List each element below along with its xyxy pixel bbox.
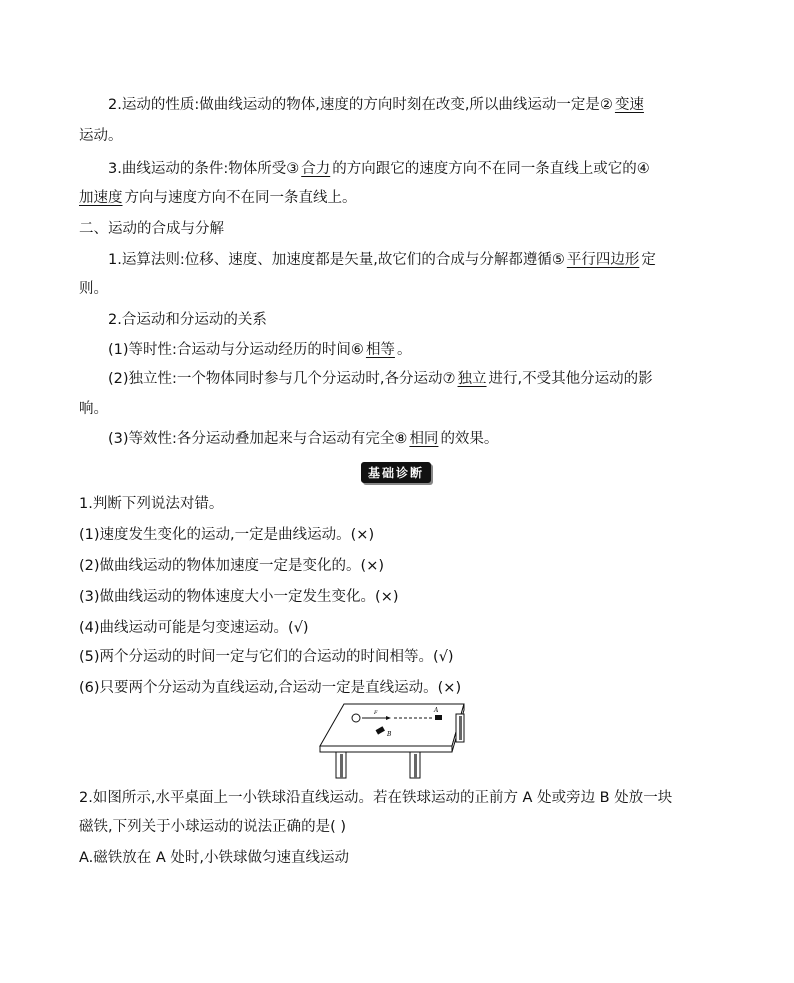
s2-item-2-cont: 响。 [79,401,108,417]
s1-para-3-cont: 加速度 方向与速度方向不在同一条直线上。 [79,190,357,206]
answer-6: 相等 [365,342,395,358]
answer-8: 相同 [409,431,439,447]
q1-item-1: (1)速度发生变化的运动,一定是曲线运动。(×) [79,527,375,543]
q1-item-6: (6)只要两个分运动为直线运动,合运动一定是直线运动。(×) [79,680,462,696]
table-figure [316,700,476,780]
s2-item-2: (2)独立性:一个物体同时参与几个分运动时,各分运动⑦ 独立 进行,不受其他分运动的影 [108,371,653,387]
basic-diagnosis-badge: 基础诊断 [356,462,436,482]
s1-para-2: 2.运动的性质:做曲线运动的物体,速度的方向时刻在改变,所以曲线运动一定是② 变速 [108,97,644,113]
q1-item-5: (5)两个分运动的时间一定与它们的合运动的时间相等。(√) [79,649,454,665]
q2-stem-cont: 磁铁,下列关于小球运动的说法正确的是( ) [79,819,347,835]
label-f: F [374,710,378,716]
table-leg-front-right-shade [414,754,417,778]
label-b: B [387,731,392,738]
tabletop [320,704,464,746]
s1-para-2-cont: 运动。 [79,128,123,144]
iron-ball [352,714,360,722]
magnet-a [435,715,442,720]
q1-item-2: (2)做曲线运动的物体加速度一定是变化的。(×) [79,558,385,574]
answer-7: 独立 [457,371,487,387]
answer-4: 加速度 [79,190,123,206]
answer-3: 合力 [301,161,331,177]
q1-stem: 1.判断下列说法对错。 [79,496,224,512]
s1-para-3: 3.曲线运动的条件:物体所受③ 合力 的方向跟它的速度方向不在同一条直线上或它的④ [108,161,650,177]
label-a: A [434,707,439,714]
q2-option-a: A.磁铁放在 A 处时,小铁球做匀速直线运动 [79,850,350,866]
answer-2: 变速 [614,97,644,113]
table-leg-back-right-shade [459,716,462,740]
s2-item-3: (3)等效性:各分运动叠加起来与合运动有完全⑧ 相同 的效果。 [108,431,499,447]
s2-para-2: 2.合运动和分运动的关系 [108,312,267,328]
q1-item-4: (4)曲线运动可能是匀变速运动。(√) [79,620,309,636]
s2-para-1-cont: 则。 [79,281,108,297]
s2-para-1: 1.运算法则:位移、速度、加速度都是矢量,故它们的合成与分解都遵循⑤ 平行四边形 定 [108,252,656,268]
answer-5: 平行四边形 [566,252,640,268]
tabletop-front-edge [320,746,452,752]
section-heading-2: 二、运动的合成与分解 [79,221,224,237]
table-leg-front-left-shade [340,754,343,778]
q2-stem: 2.如图所示,水平桌面上一小铁球沿直线运动。若在铁球运动的正前方 A 处或旁边 B 处放一块 [79,790,673,806]
s2-item-1: (1)等时性:合运动与分运动经历的时间⑥ 相等 。 [108,342,412,358]
q1-item-3: (3)做曲线运动的物体速度大小一定发生变化。(×) [79,589,399,605]
